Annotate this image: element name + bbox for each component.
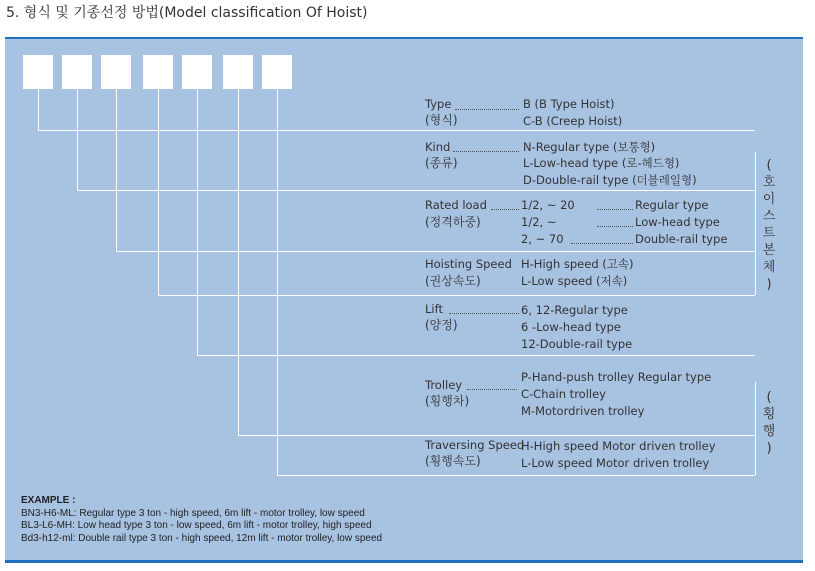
trolley-option: P-Hand-push trolley Regular type: [521, 370, 712, 384]
section-hoisting-speed-label-ko: (권상속도): [425, 274, 481, 288]
rated-load-type: Double-rail type: [635, 232, 728, 246]
example-line: Bd3-h12-ml: Double rail type 3 ton - high speed, 12m lift - motor trolley, low speed: [21, 532, 383, 544]
lift-option: 12-Double-rail type: [521, 337, 633, 351]
section-hoisting-speed-label: Hoisting Speed: [425, 257, 512, 271]
section-rated-load-label-ko: (정격하중): [425, 215, 481, 229]
example-heading: EXAMPLE :: [21, 495, 76, 506]
section-trolley-label: Trolley: [425, 378, 463, 392]
rated-load-option: 1/2, ~ 20: [521, 198, 575, 212]
connector-tree: [5, 39, 803, 560]
rated-load-dots: [597, 226, 633, 227]
traversing-speed-option: L-Low speed Motor driven trolley: [521, 456, 710, 470]
hoisting-speed-option: H-High speed (고속): [521, 257, 634, 271]
rated-load-option: 1/2, ~: [521, 215, 557, 229]
section-kind-label-ko: (종류): [425, 156, 458, 170]
traverse-group-label: ( 횡 행 ): [762, 390, 776, 456]
section-type-label: Type: [425, 97, 452, 111]
classification-panel: [5, 37, 803, 563]
trolley-option: C-Chain trolley: [521, 387, 606, 401]
rated-load-dots: [571, 243, 633, 244]
example-line: BN3-H6-ML: Regular type 3 ton - high speed, 6m lift - motor trolley, low speed: [21, 507, 365, 519]
example-block: [21, 495, 382, 545]
lift-leader-dots: [449, 313, 519, 314]
traversing-speed-option: H-High speed Motor driven trolley: [521, 439, 716, 453]
rated-load-dots: [597, 209, 633, 210]
kind-option: D-Double-rail type (더블레일형): [523, 173, 697, 187]
trolley-option: M-Motordriven trolley: [521, 404, 645, 418]
rated-load-leader-dots: [491, 209, 519, 210]
lift-option: 6 -Low-head type: [521, 320, 621, 334]
kind-option: L-Low-head type (로-헤드형): [523, 156, 680, 170]
example-line: BL3-L6-MH: Low head type 3 ton - low speed, 6m lift - motor trolley, high speed: [21, 520, 372, 531]
rated-load-option: 2, ~ 70: [521, 232, 564, 246]
kind-option: N-Regular type (보통형): [523, 140, 656, 154]
section-trolley-label-ko: (횡행차): [425, 394, 470, 408]
rated-load-type: Regular type: [635, 198, 709, 212]
lift-option: 6, 12-Regular type: [521, 303, 628, 317]
type-option: C-B (Creep Hoist): [523, 114, 623, 128]
section-rated-load-label: Rated load: [425, 198, 487, 212]
hoisting-speed-option: L-Low speed (저속): [521, 274, 628, 288]
section-type-label-ko: (형식): [425, 113, 458, 127]
rated-load-type: Low-head type: [635, 215, 720, 229]
hoist-body-group-label: ( 호 이 스 트 본 체 ): [762, 158, 776, 292]
section-kind-label: Kind: [425, 140, 451, 154]
section-lift-label: Lift: [425, 302, 443, 316]
section-lift-label-ko: (양정): [425, 318, 458, 332]
kind-leader-dots: [453, 151, 519, 152]
trolley-leader-dots: [467, 389, 517, 390]
section-traversing-speed-label-ko: (횡행속도): [425, 454, 481, 468]
section-traversing-speed-label: Traversing Speed: [425, 438, 525, 452]
type-option: B (B Type Hoist): [523, 97, 615, 111]
page-title: 5. 형식 및 기종선정 방법(Model classification Of Hoist): [6, 5, 368, 21]
type-leader-dots: [455, 109, 519, 110]
